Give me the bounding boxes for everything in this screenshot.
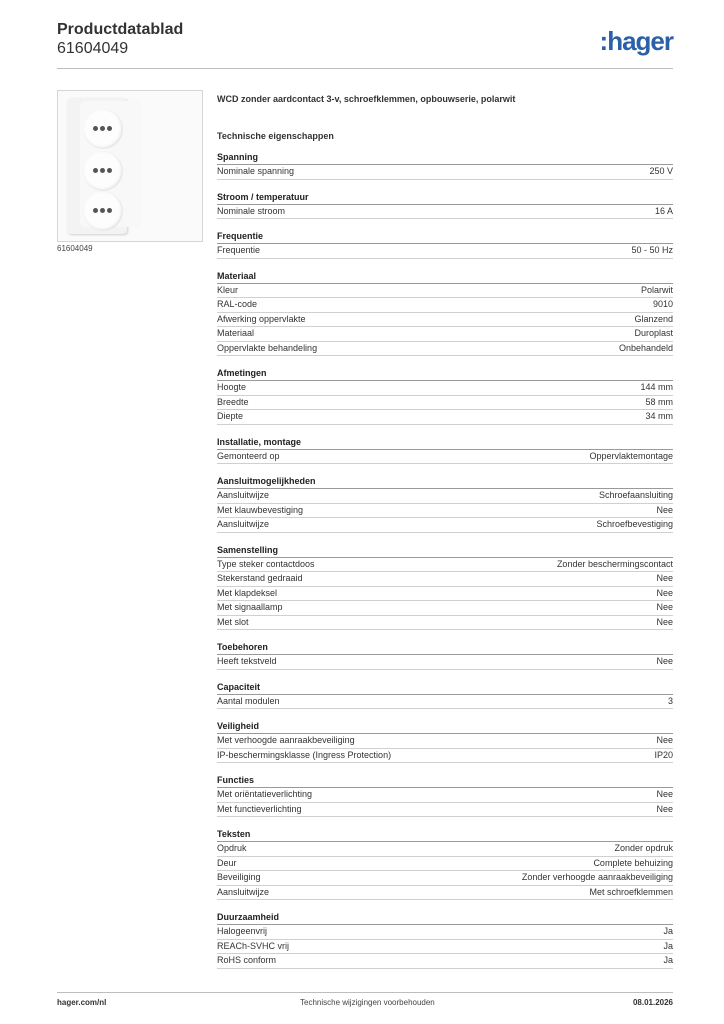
header-divider [57, 68, 673, 69]
spec-label: Aantal modulen [217, 695, 280, 706]
spec-group [217, 544, 673, 631]
spec-row [217, 940, 673, 955]
spec-label: Deur [217, 857, 237, 868]
spec-value: Nee [656, 587, 673, 598]
outlet-3 [83, 191, 123, 231]
spec-value: Duroplast [634, 328, 673, 338]
spec-row [217, 954, 673, 969]
spec-value: Nee [656, 504, 673, 515]
footer-disclaimer: Technische wijzigingen voorbehouden [300, 998, 435, 1007]
spec-label: Nominale spanning [217, 166, 295, 176]
spec-group-title: Samenstelling [217, 544, 673, 558]
spec-row [217, 244, 673, 259]
spec-group-title: Toebehoren [217, 641, 673, 655]
spec-value: 9010 [652, 299, 673, 309]
spec-label: Breedte [217, 396, 249, 407]
spec-value: 50 - 50 Hz [631, 245, 673, 255]
section-heading: Technische eigenschappen [217, 131, 334, 141]
spec-row [217, 587, 673, 602]
hager-logo: :hager [599, 26, 673, 56]
spec-group-title: Afmetingen [217, 367, 673, 381]
spec-row [217, 313, 673, 328]
spec-row [217, 504, 673, 519]
spec-label: Aansluitwijze [217, 519, 270, 529]
spec-group [217, 681, 673, 710]
spec-label: Materiaal [217, 328, 255, 338]
spec-row [217, 871, 673, 886]
spec-value: Nee [656, 656, 673, 666]
spec-group-title: Duurzaamheid [217, 911, 673, 925]
spec-row [217, 616, 673, 631]
spec-row [217, 857, 673, 872]
spec-group [217, 720, 673, 763]
spec-row [217, 886, 673, 901]
page-header [57, 20, 673, 58]
spec-row [217, 327, 673, 342]
spec-label: Hoogte [217, 382, 247, 392]
spec-group [217, 641, 673, 670]
spec-row [217, 803, 673, 818]
spec-value: Ja [663, 940, 673, 951]
spec-label: Aansluitwijze [217, 886, 270, 897]
spec-value: 250 V [649, 166, 673, 176]
spec-label: Met verhoogde aanraakbeveiliging [217, 735, 355, 745]
spec-label: Oppervlakte behandeling [217, 342, 318, 353]
spec-value: 3 [667, 695, 673, 706]
outlet-1 [83, 109, 123, 149]
spec-group-title: Materiaal [217, 270, 673, 284]
spec-group-title: Installatie, montage [217, 436, 673, 450]
spec-group-title: Stroom / temperatuur [217, 191, 673, 205]
spec-label: Met oriëntatieverlichting [217, 789, 313, 799]
outlet-2 [83, 151, 123, 191]
spec-value: 16 A [654, 205, 673, 216]
spec-row [217, 284, 673, 299]
spec-row [217, 450, 673, 465]
spec-group-title: Teksten [217, 828, 673, 842]
spec-value: Schroefbevestiging [596, 519, 673, 529]
footer-date: 08.01.2026 [632, 998, 673, 1007]
spec-group [217, 151, 673, 180]
spec-value: 58 mm [645, 396, 673, 407]
spec-row [217, 558, 673, 573]
spec-value: Ja [663, 926, 673, 936]
spec-row [217, 788, 673, 803]
spec-label: Stekerstand gedraaid [217, 573, 303, 583]
spec-row [217, 396, 673, 411]
product-image [57, 90, 203, 242]
spec-group [217, 191, 673, 220]
spec-group-title: Frequentie [217, 230, 673, 244]
spec-group [217, 367, 673, 425]
spec-label: Halogeenvrij [217, 926, 268, 936]
spec-value: Nee [656, 735, 673, 745]
spec-row [217, 410, 673, 425]
product-description: WCD zonder aardcontact 3-v, schroefklemmen, opbouwserie, polarwit [217, 94, 516, 104]
spec-label: RoHS conform [217, 955, 277, 965]
spec-value: Schroefaansluiting [598, 490, 673, 500]
spec-label: Met klauwbevestiging [217, 504, 304, 515]
spec-value: Zonder verhoogde aanraakbeveiliging [521, 872, 673, 882]
spec-label: Met klapdeksel [217, 587, 278, 598]
spec-value: Zonder opdruk [614, 843, 673, 853]
spec-label: Type steker contactdoos [217, 558, 315, 569]
spec-group-title: Veiligheid [217, 720, 673, 734]
spec-row [217, 734, 673, 749]
spec-label: Met slot [217, 616, 249, 627]
spec-value: Complete behuizing [593, 857, 673, 868]
spec-value: IP20 [654, 749, 673, 760]
document-number: 61604049 [57, 40, 129, 57]
spec-label: Frequentie [217, 245, 261, 255]
spec-label: Beveiliging [217, 872, 261, 882]
spec-value: Met schroefklemmen [589, 886, 673, 897]
spec-row [217, 925, 673, 940]
spec-value: Nee [656, 602, 673, 612]
spec-label: Opdruk [217, 843, 247, 853]
spec-label: IP-beschermingsklasse (Ingress Protection) [217, 749, 392, 760]
spec-label: Met functieverlichting [217, 803, 302, 814]
spec-value: Nee [656, 616, 673, 627]
spec-label: Kleur [217, 284, 239, 295]
spec-row [217, 165, 673, 180]
footer-website[interactable]: hager.com/nl [57, 998, 107, 1007]
spec-group [217, 436, 673, 465]
spec-label: Aansluitwijze [217, 490, 270, 500]
spec-value: Nee [656, 789, 673, 799]
page-title: Productdatablad [57, 21, 184, 38]
spec-label: Afwerking oppervlakte [217, 313, 306, 324]
spec-group [217, 230, 673, 259]
spec-row [217, 749, 673, 764]
spec-value: Oppervlaktemontage [589, 450, 673, 461]
spec-label: REACh-SVHC vrij [217, 940, 290, 951]
spec-row [217, 518, 673, 533]
spec-label: RAL-code [217, 299, 258, 309]
spec-group-title: Functies [217, 774, 673, 788]
spec-value: Nee [656, 803, 673, 814]
footer-divider [57, 992, 673, 993]
spec-label: Heeft tekstveld [217, 656, 277, 666]
spec-value: Ja [663, 955, 673, 965]
spec-row [217, 842, 673, 857]
spec-list [217, 151, 673, 980]
spec-value: Zonder beschermingscontact [556, 558, 673, 569]
spec-label: Diepte [217, 411, 244, 421]
spec-group-title: Spanning [217, 151, 673, 165]
spec-group-title: Capaciteit [217, 681, 673, 695]
spec-row [217, 695, 673, 710]
spec-group [217, 828, 673, 900]
spec-row [217, 205, 673, 220]
spec-row [217, 601, 673, 616]
spec-row [217, 381, 673, 396]
spec-value: Glanzend [634, 313, 673, 324]
spec-value: 34 mm [645, 411, 673, 421]
spec-group [217, 270, 673, 357]
spec-group [217, 911, 673, 969]
spec-value: Nee [656, 573, 673, 583]
spec-group-title: Aansluitmogelijkheden [217, 475, 673, 489]
spec-label: Nominale stroom [217, 205, 286, 216]
spec-row [217, 298, 673, 313]
spec-value: Polarwit [640, 284, 673, 295]
spec-row [217, 655, 673, 670]
spec-row [217, 489, 673, 504]
spec-label: Met signaallamp [217, 602, 283, 612]
spec-label: Gemonteerd op [217, 450, 280, 461]
product-caption: 61604049 [57, 244, 93, 253]
spec-group [217, 774, 673, 817]
spec-group [217, 475, 673, 533]
spec-row [217, 572, 673, 587]
spec-row [217, 342, 673, 357]
spec-value: 144 mm [640, 382, 673, 392]
spec-value: Onbehandeld [618, 342, 673, 353]
